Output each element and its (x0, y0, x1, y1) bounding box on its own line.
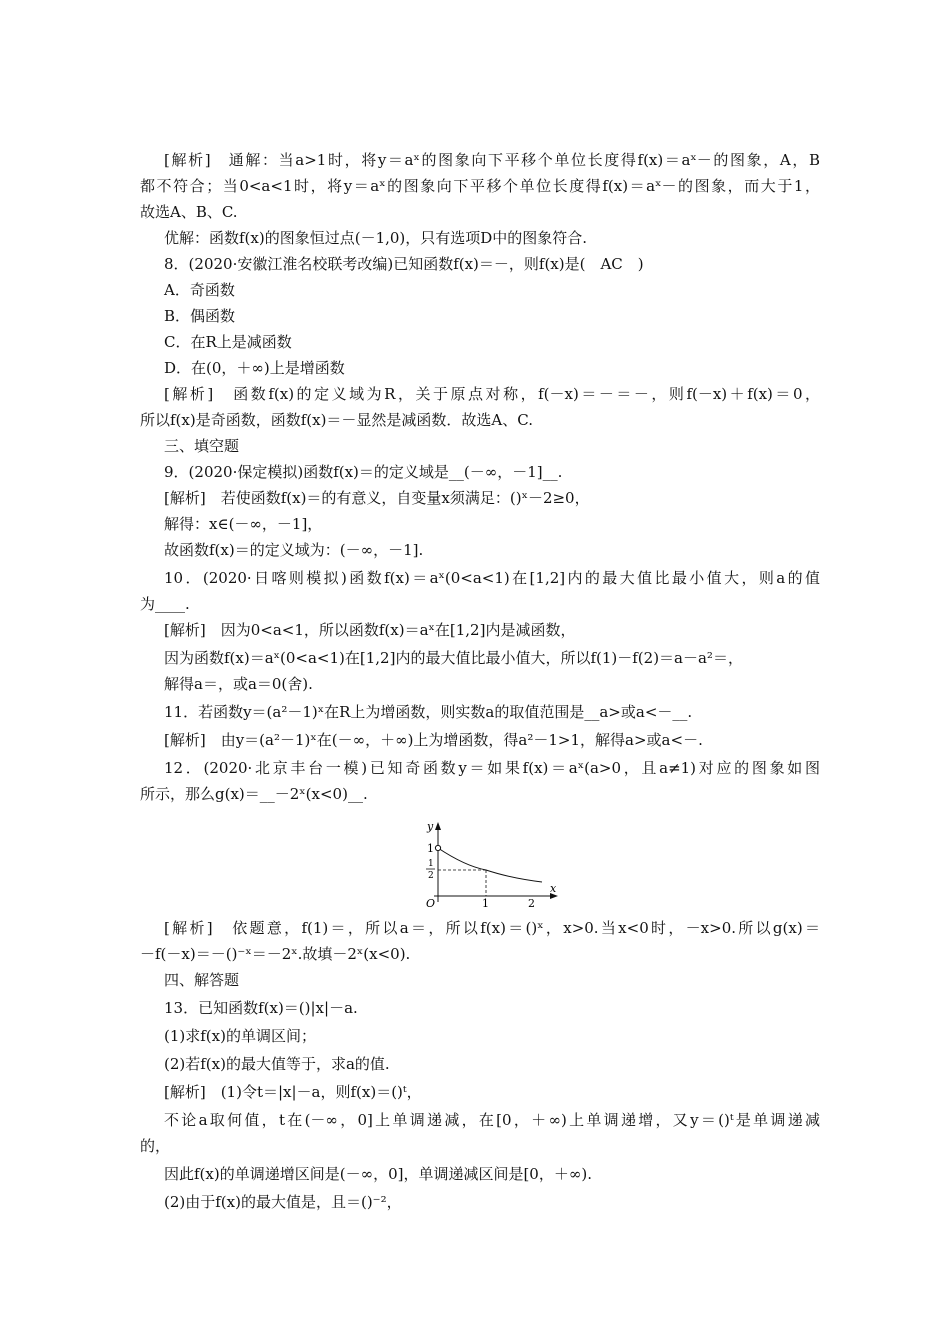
function-graph-figure (420, 818, 560, 908)
x-tick-1: 1 (482, 897, 489, 908)
text-line: 13．已知函数f(x)＝()|x|－a. (164, 999, 358, 1017)
text-line: C．在R上是减函数 (164, 333, 292, 351)
y-tick-half-numerator: 1 (428, 859, 434, 869)
y-axis-label: y (427, 820, 434, 833)
text-line: [解析] (1)令t＝|x|－a，则f(x)＝()ᵗ， (164, 1083, 422, 1101)
text-line: [解析] 由y＝(a²－1)ˣ在(－∞，＋∞)上为增函数，得a²－1>1，解得a>或a<－. (164, 731, 703, 749)
text-line: (1)求f(x)的单调区间； (164, 1027, 316, 1045)
text-line: 11．若函数y＝(a²－1)ˣ在R上为增函数，则实数a的取值范围是__a>或a<－__. (164, 703, 693, 721)
text-line: 解得a＝，或a＝0(舍). (164, 675, 313, 693)
text-line: A．奇函数 (164, 281, 235, 299)
text-line: 为____. (140, 595, 190, 613)
text-line: 因此f(x)的单调递增区间是(－∞，0]，单调递减区间是[0，＋∞). (164, 1165, 592, 1183)
section-heading: 三、填空题 (164, 437, 240, 455)
text-line: 的， (140, 1137, 171, 1155)
section-heading: 四、解答题 (164, 971, 240, 989)
text-line: 10．(2020·日喀则模拟)函数f(x)＝aˣ(0<a<1)在[1,2]内的最大值比最小值大，则a的值 (164, 569, 820, 587)
text-line: 所示，那么g(x)＝__－2ˣ(x<0)__. (140, 785, 368, 803)
text-line: 因为函数f(x)＝aˣ(0<a<1)在[1,2]内的最大值比最小值大，所以f(1)－f(2)＝a－a²＝， (164, 649, 743, 667)
text-line: 12．(2020·北京丰台一模)已知奇函数y＝如果f(x)＝aˣ(a>0，且a≠1)对应的图象如图 (164, 759, 820, 777)
text-line: 不论a取何值，t在(－∞，0]上单调递减，在[0，＋∞)上单调递增，又y＝()ᵗ是单调递减 (164, 1111, 820, 1129)
text-line: [解析] 依题意，f(1)＝，所以a＝，所以f(x)＝()ˣ，x>0.当x<0时，－x>0.所以g(x)＝ (164, 919, 820, 937)
text-line: [解析] 因为0<a<1，所以函数f(x)＝aˣ在[1,2]内是减函数， (164, 621, 576, 639)
text-line: 优解：函数f(x)的图象恒过点(－1,0)，只有选项D中的图象符合. (164, 229, 588, 247)
text-line: [解析] 函数f(x)的定义域为R，关于原点对称，f(－x)＝－＝－，则f(－x)＋f(x)＝0， (164, 385, 820, 403)
text-line: 故选A、B、C. (140, 203, 238, 221)
text-line: 8．(2020·安徽江淮名校联考改编)已知函数f(x)＝－，则f(x)是( AC ) (164, 255, 644, 273)
origin-label: O (426, 897, 436, 908)
text-line: D．在(0，＋∞)上是增函数 (164, 359, 345, 377)
text-line: [解析] 通解：当a>1时，将y＝aˣ的图象向下平移个单位长度得f(x)＝aˣ－的图象，A，B (164, 151, 820, 169)
text-line: －f(－x)＝－()⁻ˣ＝－2ˣ.故填－2ˣ(x<0). (140, 945, 411, 963)
text-line: B．偶函数 (164, 307, 236, 325)
x-axis-label: x (550, 882, 557, 895)
text-line: (2)若f(x)的最大值等于，求a的值. (164, 1055, 390, 1073)
text-line: 都不符合；当0<a<1时，将y＝aˣ的图象向下平移个单位长度得f(x)＝aˣ－的图象，而大于1， (140, 177, 820, 195)
text-line: 9．(2020·保定模拟)函数f(x)＝的定义域是__(－∞，－1]__. (164, 463, 563, 481)
text-line: (2)由于f(x)的最大值是，且＝()⁻²， (164, 1193, 402, 1211)
y-tick-1: 1 (427, 842, 434, 855)
y-tick-half-denominator: 2 (428, 871, 434, 881)
text-line: 解得：x∈(－∞，－1]， (164, 515, 323, 533)
x-tick-2: 2 (528, 897, 535, 908)
text-line: 故函数f(x)＝的定义域为：(－∞，－1]. (164, 541, 424, 559)
text-line: 所以f(x)是奇函数，函数f(x)＝－显然是减函数．故选A、C. (140, 411, 533, 429)
text-line: [解析] 若使函数f(x)＝的有意义，自变量x须满足：()ˣ－2≥0， (164, 489, 590, 507)
